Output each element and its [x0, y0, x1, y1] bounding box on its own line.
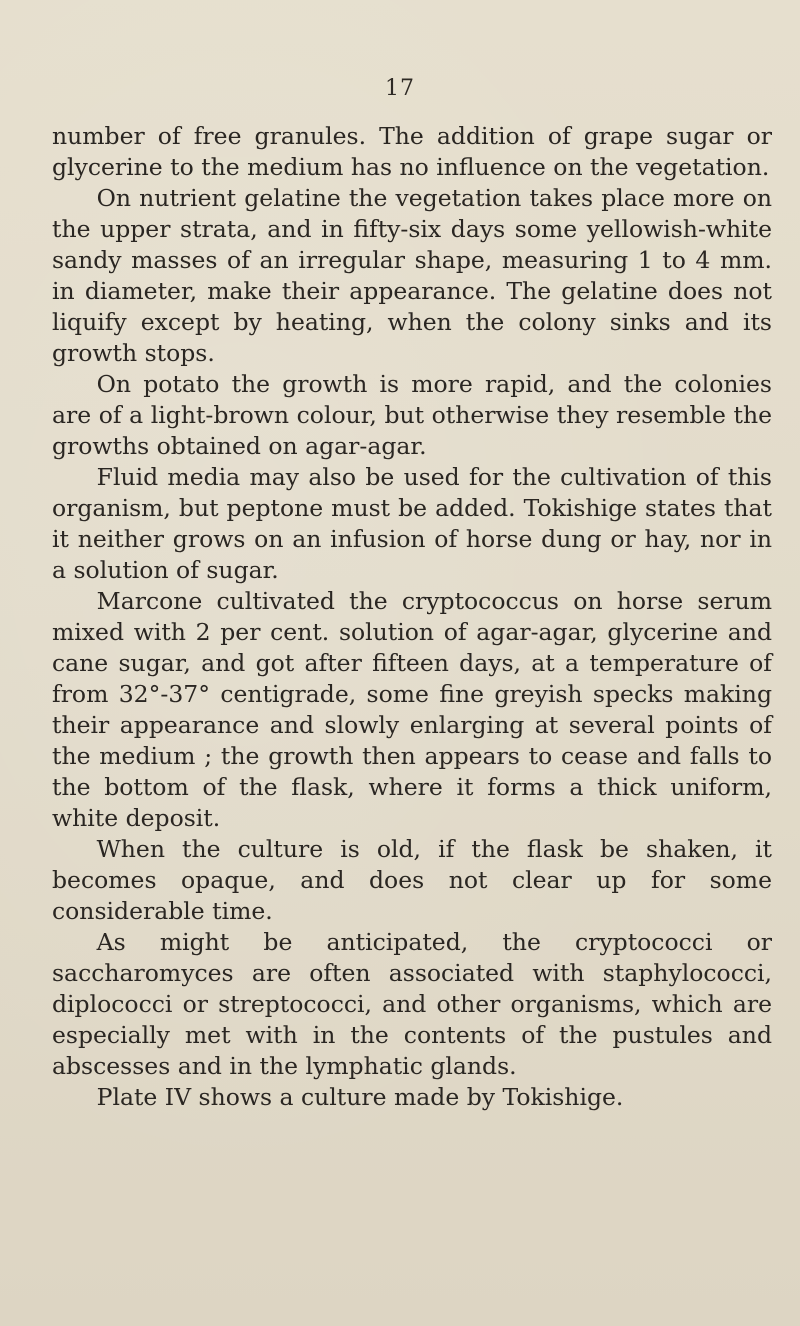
- paragraph-old-culture: When the culture is old, if the flask be shaken, it becomes opaque, and does not clear up for some considerable time.: [52, 835, 772, 925]
- page-number: 17: [385, 76, 415, 101]
- paragraph-potato: On potato the growth is more rapid, and the colonies are of a light-brown colour, but otherwise they resemble the growths obtained on agar-agar.: [52, 370, 772, 460]
- paragraph-marcone: Marcone cultivated the cryptococcus on horse serum mixed with 2 per cent. solution of agar-agar, glycerine and cane sugar, and got after fifteen days, at a temperature of from 32°-37° centigrade, some fine greyish specks making their appearance and slowly enlarging at several points of the medium ; the growth then appears to cease and falls to the bottom of the flask, where it forms a thick uniform, white deposit.: [52, 587, 772, 832]
- paragraph-associated-organisms: As might be anticipated, the cryptococci or saccharomyces are often associated with staphylococci, diplococci or streptococci, and other organisms, which are especially met with in the contents of the pustules and abscesses and in the lymphatic glands.: [52, 928, 772, 1080]
- paragraph-granules: number of free granules. The addition of grape sugar or glycerine to the medium has no influence on the vegetation.: [52, 122, 772, 181]
- body-text: [52, 121, 772, 1113]
- paragraph-fluid-media: Fluid media may also be used for the cultivation of this organism, but peptone must be added. Tokishige states that it neither grows on an infusion of horse dung or hay, nor in a solution of sugar.: [52, 463, 772, 584]
- paragraph-nutrient-gelatine: On nutrient gelatine the vegetation takes place more on the upper strata, and in fifty-six days some yellowish-white sandy masses of an irregular shape, measuring 1 to 4 mm. in diameter, make their appearance. The gelatine does not liquify except by heating, when the colony sinks and its growth stops.: [52, 184, 772, 367]
- paragraph-plate-iv: Plate IV shows a culture made by Tokishige.: [96, 1083, 624, 1111]
